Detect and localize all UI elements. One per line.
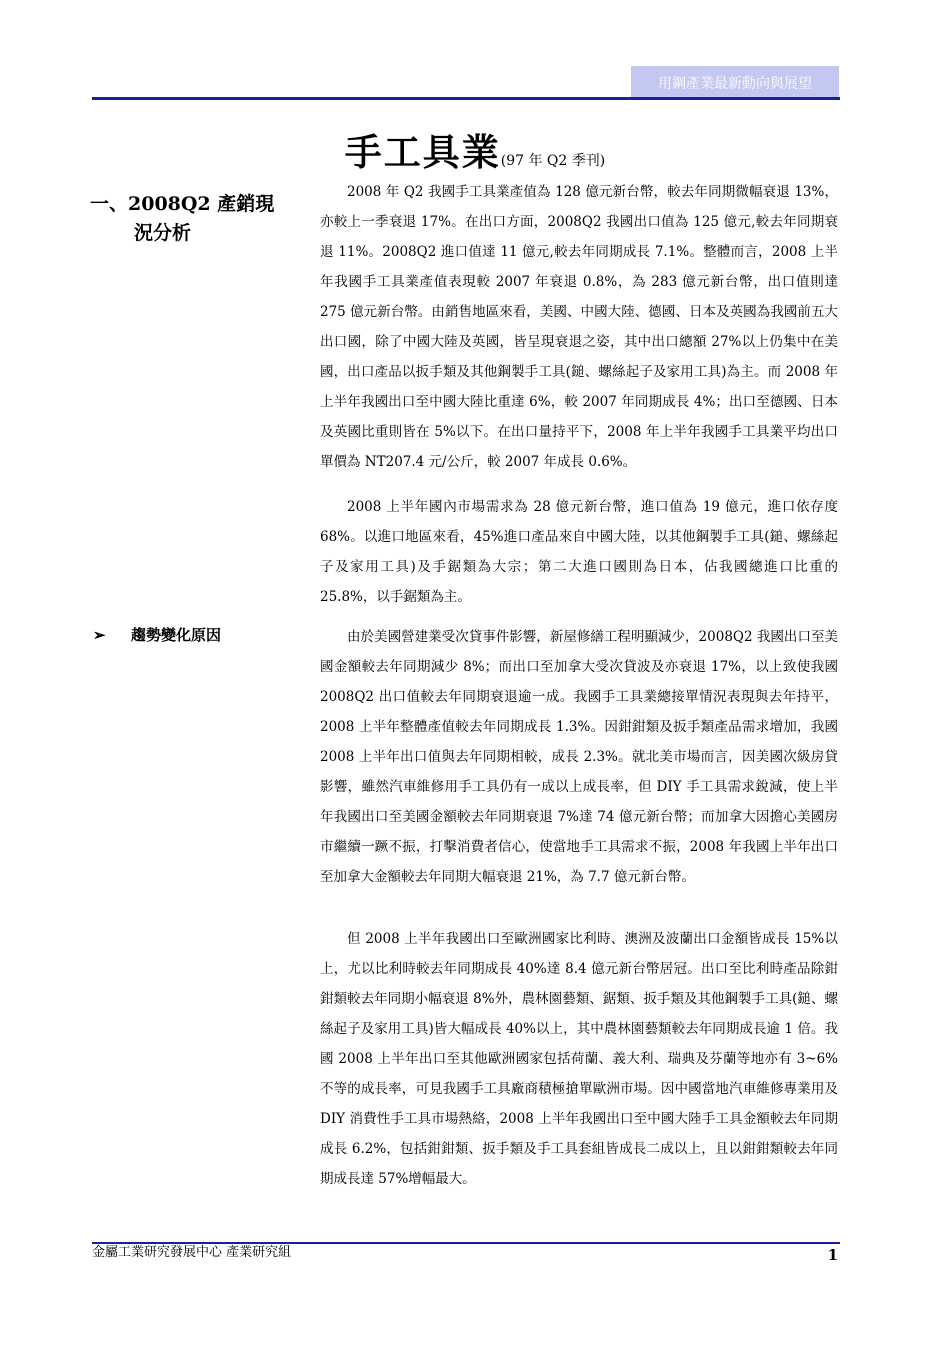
document-title — [0, 122, 950, 176]
paragraph-production-overview: 2008 年 Q2 我國手工具業產值為 128 億元新台幣，較去年同期微幅衰退 13%，亦較上一季衰退 17%。在出口方面，2008Q2 我國出口值為 125 億元,較去年同期衰退 11%。2008Q2 進口值達 11 億元,較去年同期成長 7.1%。整體而言，2008 上半年我國手工具業產值表現較 2007 年衰退 0.8%，為 283 億元新台幣，出口值則達 275 億元新台幣。由銷售地區來看，美國、中國大陸、德國、日本及英國為我國前五大出口國，除了中國大陸及英國，皆呈現衰退之姿，其中出口總額 27%以上仍集中在美國，出口產品以扳手類及其他鋼製手工具(鎚、螺絲起子及家用工具)為主。而 2008 年上半年我國出口至中國大陸比重達 6%，較 2007 年同期成長 4%；出口至德國、日本及英國比重則皆在 5%以下。在出口量持平下，2008 年上半年我國手工具業平均出口單價為 NT207.4 元/公斤，較 2007 年成長 0.6%。 — [320, 184, 838, 470]
section-heading-line1: 一、2008Q2 產銷現 — [90, 193, 275, 215]
paragraph-domestic-market: 2008 上半年國內市場需求為 28 億元新台幣，進口值為 19 億元，進口依存度 68%。以進口地區來看，45%進口產品來自中國大陸，以其他鋼製手工具(鎚、螺絲起子及家用工具)及手鋸類為大宗；第二大進口國則為日本，佔我國總進口比重的 25.8%，以手鋸類為主。 — [320, 499, 838, 605]
paragraph-europe-china: 但 2008 上半年我國出口至歐洲國家比利時、澳洲及波蘭出口金額皆成長 15%以上，尤以比利時較去年同期成長 40%達 8.4 億元新台幣居冠。出口至比利時產品除鉗鉗類較去年同期小幅衰退 8%外，農林園藝類、鋸類、扳手類及其他鋼製手工具(鎚、螺絲起子及家用工具)皆大幅成長 40%以上，其中農林園藝類較去年同期成長逾 1 倍。我國 2008 上半年出口至其他歐洲國家包括荷蘭、義大利、瑞典及芬蘭等地亦有 3~6%不等的成長率，可見我國手工具廠商積極搶單歐洲市場。因中國當地汽車維修專業用及 DIY 消費性手工具市場熱絡，2008 上半年我國出口至中國大陸手工具金額較去年同期成長 6.2%，包括鉗鉗類、扳手類及手工具套組皆成長二成以上，且以鉗鉗類較去年同期成長達 57%增幅最大。 — [320, 931, 838, 1187]
subheading-trend-reasons — [93, 624, 221, 645]
section-heading-line2: 況分析 — [134, 222, 192, 244]
arrow-bullet-icon: ➢ — [93, 626, 106, 644]
header-badge — [631, 66, 839, 99]
section-heading-production-sales — [90, 190, 300, 248]
paragraph-north-america: 由於美國營建業受次貸事件影響，新屋修繕工程明顯減少，2008Q2 我國出口至美國金額較去年同期減少 8%；而出口至加拿大受次貸波及亦衰退 17%，以上致使我國 2008Q2 出口值較去年同期衰退逾一成。我國手工具業總接單情況表現與去年持平，2008 上半年整體產值較去年同期成長 1.3%。因鉗鉗類及扳手類產品需求增加，我國 2008 上半年出口值與去年同期相較，成長 2.3%。就北美市場而言，因美國次級房貸影響，雖然汽車維修用手工具仍有一成以上成長率，但 DIY 手工具需求銳減，使上半年我國出口至美國金額較去年同期衰退 7%達 74 億元新台幣；而加拿大因擔心美國房市繼續一蹶不振，打擊消費者信心，使當地手工具需求不振，2008 年我國上半年出口至加拿大金額較去年同期大幅衰退 21%，為 7.7 億元新台幣。 — [320, 629, 838, 885]
page-number: 1 — [827, 1246, 838, 1264]
header-rule — [92, 97, 840, 100]
subheading-text: 趨勢變化原因 — [131, 626, 222, 644]
title-subtitle: (97 年 Q2 季刊) — [500, 153, 606, 169]
title-main: 手工具業 — [344, 130, 501, 174]
header-badge-text: 用鋼產業最新動向與展望 — [658, 75, 812, 92]
footer-organization: 金屬工業研究發展中心 產業研究組 — [92, 1245, 292, 1260]
